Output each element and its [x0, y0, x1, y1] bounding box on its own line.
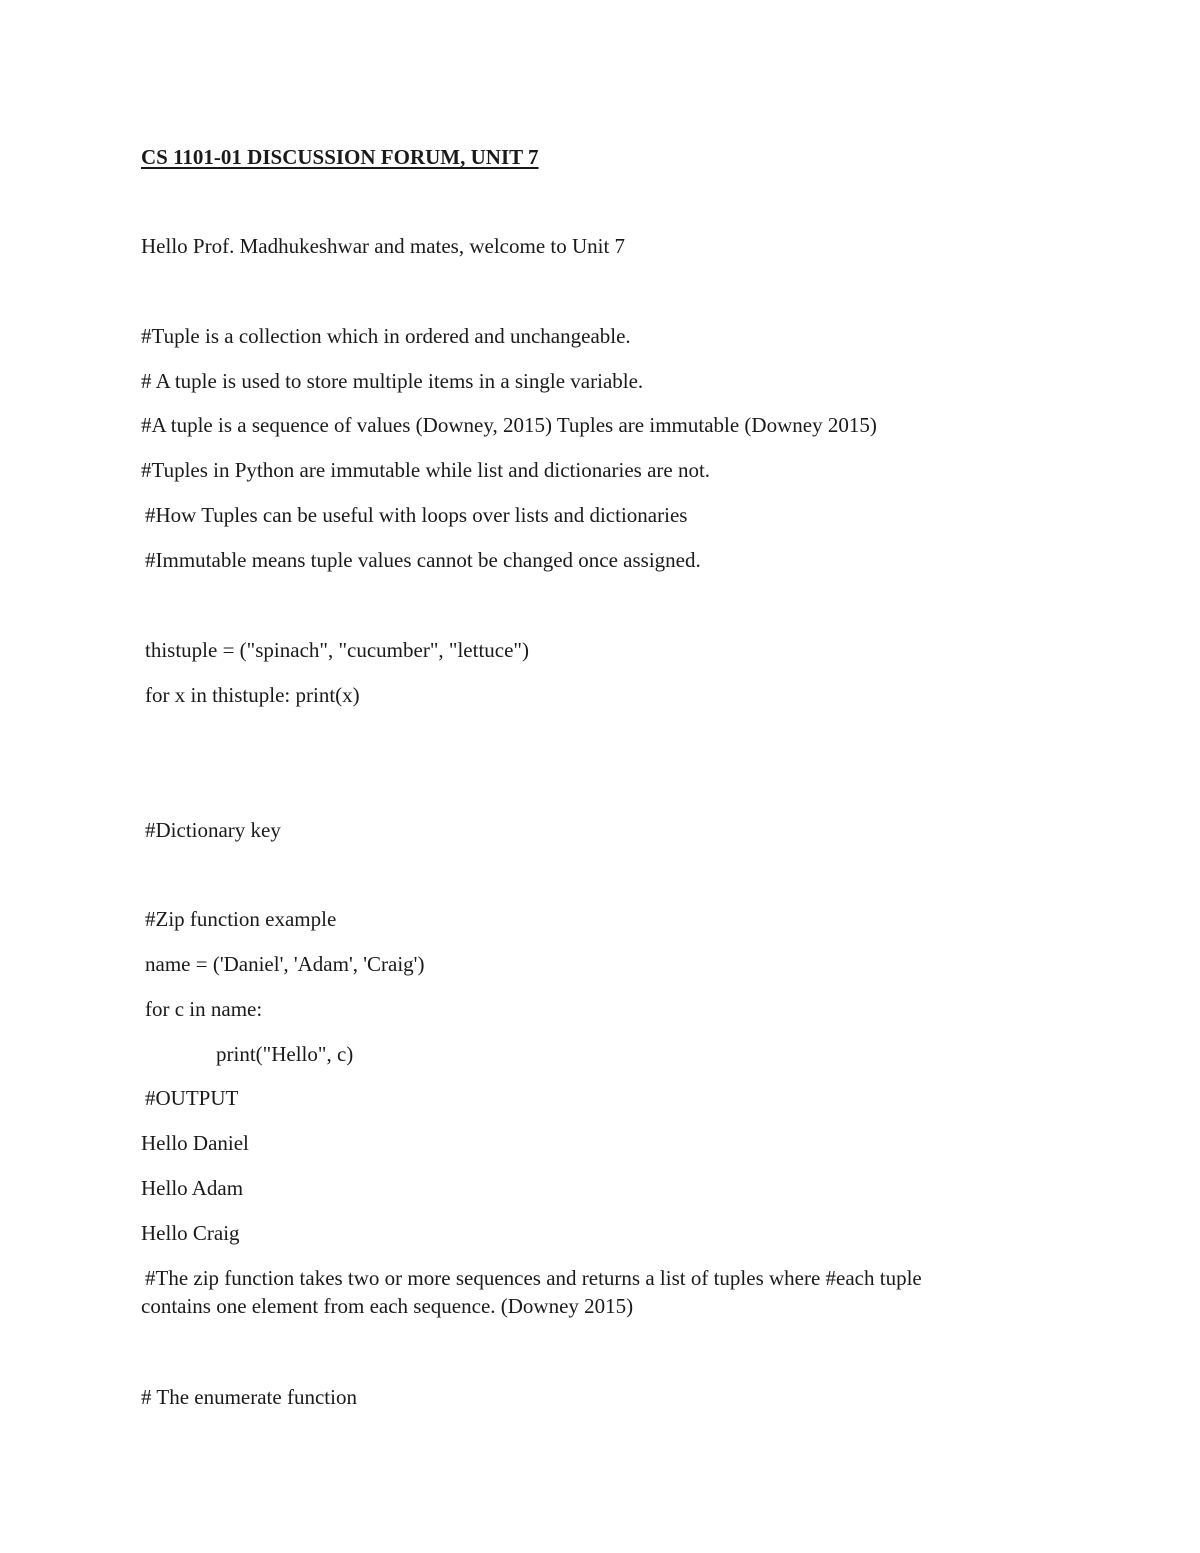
zip-note-continued: contains one element from each sequence. (Downey 2015): [141, 1294, 634, 1318]
code-line: print("Hello", c): [216, 1042, 354, 1066]
document-title: CS 1101-01 DISCUSSION FORUM, UNIT 7: [141, 145, 539, 169]
code-line: name = ('Daniel', 'Adam', 'Craig'): [145, 952, 425, 976]
output-line: Hello Craig: [141, 1221, 240, 1245]
tuple-note: #Tuples in Python are immutable while list and dictionaries are not.: [141, 458, 711, 482]
dictionary-heading: #Dictionary key: [145, 818, 281, 842]
code-line: for c in name:: [145, 997, 263, 1021]
tuple-note: #Immutable means tuple values cannot be changed once assigned.: [145, 548, 701, 572]
tuple-note: #Tuple is a collection which in ordered and unchangeable.: [141, 324, 631, 348]
enumerate-heading: # The enumerate function: [141, 1385, 357, 1409]
tuple-note: # A tuple is used to store multiple items in a single variable.: [141, 369, 644, 393]
code-line: for x in thistuple: print(x): [145, 683, 360, 707]
tuple-note: #How Tuples can be useful with loops over lists and dictionaries: [145, 503, 688, 527]
output-line: Hello Daniel: [141, 1131, 249, 1155]
output-label: #OUTPUT: [145, 1086, 239, 1110]
zip-heading: #Zip function example: [145, 907, 337, 931]
output-line: Hello Adam: [141, 1176, 244, 1200]
zip-note: #The zip function takes two or more sequences and returns a list of tuples where #each tuple: [145, 1266, 922, 1290]
code-line: thistuple = ("spinach", "cucumber", "lettuce"): [145, 638, 529, 662]
tuple-note: #A tuple is a sequence of values (Downey, 2015) Tuples are immutable (Downey 2015): [141, 413, 877, 437]
greeting-line: Hello Prof. Madhukeshwar and mates, welcome to Unit 7: [141, 234, 626, 258]
